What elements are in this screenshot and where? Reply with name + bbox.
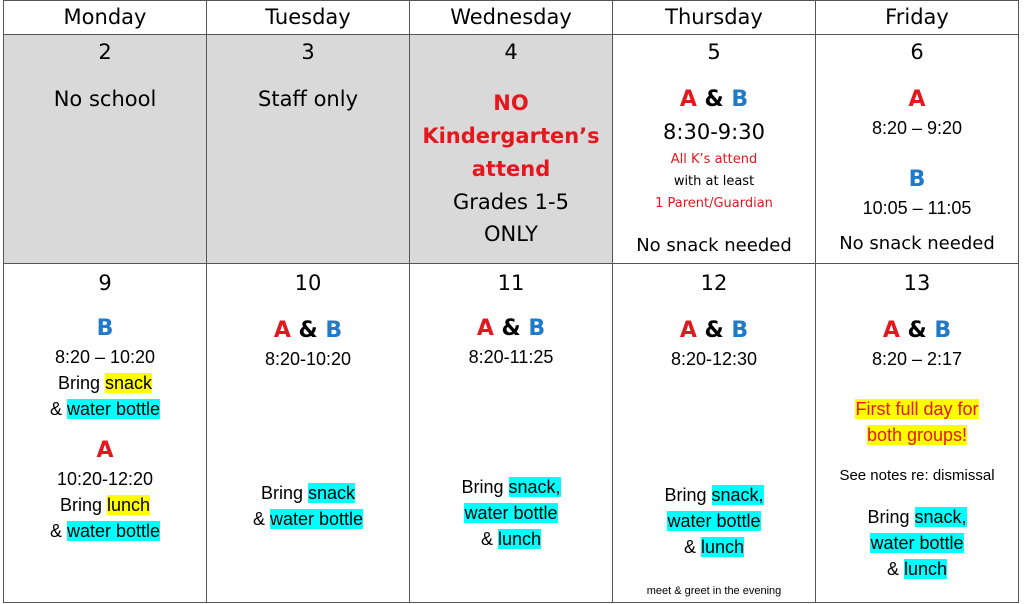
bring-line [613,482,815,508]
group-label [207,316,409,346]
header-wednesday: Wednesday [410,1,613,35]
day-cell-4 [410,35,613,264]
water-bottle-highlight: water bottle [870,533,964,553]
day-cell-5 [613,35,816,264]
header-tuesday: Tuesday [207,1,410,35]
week-row-1 [4,35,1019,264]
lunch-line [410,526,612,552]
amp-text: & [49,399,67,419]
water-line [207,506,409,532]
grades-label: Grades 1-5 [453,190,569,214]
day-cell-13 [816,264,1019,603]
group-a: A [908,87,926,112]
water-bottle-highlight: water bottle [464,503,558,523]
bring-text: Bring [59,495,107,515]
day-cell-10 [207,264,410,603]
time-label: 8:30-9:30 [663,120,765,144]
header-friday: Friday [816,1,1019,35]
snack-highlight: snack [105,373,153,393]
day-number: 2 [98,40,112,64]
day-number: 10 [294,271,322,295]
group-label [613,85,815,115]
amp-text: & [480,529,498,549]
first-day-line-2 [816,422,1018,448]
snack-note: No snack needed [636,235,792,256]
amp: & [501,316,521,341]
group-a: A [679,318,697,343]
bring-line [816,504,1018,530]
snack-highlight: snack [308,483,356,503]
day-cell-6 [816,35,1019,264]
snack-highlight: snack, [508,477,561,497]
day-number: 4 [504,40,518,64]
first-day-highlight: both groups! [866,425,968,445]
day-note: Staff only [258,87,358,111]
snack-note: No snack needed [839,233,995,254]
day-number: 6 [910,40,924,64]
day-cell-11 [410,264,613,603]
calendar-table [3,0,1019,603]
day-number: 12 [700,271,728,295]
amp-text: & [886,559,904,579]
attend-label: attend [471,157,551,181]
only-label: ONLY [484,222,538,246]
note-line-1: All K’s attend [670,152,758,167]
lunch-highlight: lunch [903,559,948,579]
group-b: B [731,318,749,343]
bring-line [4,492,206,518]
day-number: 3 [301,40,315,64]
day-number: 5 [707,40,721,64]
time-a: 8:20 – 9:20 [871,118,963,138]
group-b: B [325,318,343,343]
note-line-3: 1 Parent/Guardian [655,196,773,211]
first-day-highlight: First full day for [855,399,979,419]
water-line [4,518,206,544]
group-a: A [273,318,291,343]
time-b: 8:20 – 10:20 [54,347,156,367]
bring-text: Bring [664,485,712,505]
time-a: 10:20-12:20 [56,469,154,489]
first-day-line-1 [816,396,1018,422]
time-label: 8:20 – 2:17 [871,349,963,369]
kindergarten-label: Kindergarten’s [422,124,600,148]
group-a: A [882,318,900,343]
lunch-line [613,534,815,560]
bring-text: Bring [260,483,308,503]
time-label: 8:20-12:30 [670,349,758,369]
amp: & [907,318,927,343]
time-label: 8:20-10:20 [264,349,352,369]
water-bottle-highlight: water bottle [667,511,761,531]
bring-line [4,370,206,396]
day-cell-9 [4,264,207,603]
group-b: B [731,87,749,112]
water-bottle-highlight: water bottle [66,521,161,541]
time-b: 10:05 – 11:05 [862,198,972,218]
bring-text: Bring [867,507,915,527]
day-note: No school [53,87,157,111]
header-thursday: Thursday [613,1,816,35]
no-label: NO [493,91,529,115]
dismissal-note: See notes re: dismissal [839,467,995,484]
day-number: 9 [98,271,112,295]
water-bottle-highlight: water bottle [269,509,364,529]
group-b: B [908,167,926,192]
group-a: A [679,87,697,112]
day-cell-3 [207,35,410,264]
bring-line [410,474,612,500]
lunch-highlight: lunch [107,495,151,515]
group-b: B [96,316,114,341]
calendar [3,0,1019,602]
lunch-line [816,556,1018,582]
header-row [4,1,1019,35]
group-label [816,316,1018,346]
lunch-highlight: lunch [497,529,542,549]
bring-text: Bring [57,373,105,393]
water-bottle-highlight: water bottle [66,399,161,419]
amp: & [298,318,318,343]
bring-text: Bring [461,477,509,497]
group-b: B [934,318,952,343]
group-a: A [476,316,494,341]
amp-text: & [49,521,67,541]
day-number: 13 [903,271,931,295]
water-line [613,508,815,534]
amp-text: & [252,509,270,529]
lunch-highlight: lunch [700,537,745,557]
note-line-2: with at least [673,174,755,189]
amp: & [704,87,724,112]
group-a: A [96,438,114,463]
water-line [816,530,1018,556]
snack-highlight: snack, [711,485,764,505]
time-label: 8:20-11:25 [468,347,554,367]
water-line [4,396,206,422]
amp-text: & [683,537,701,557]
amp: & [704,318,724,343]
water-line [410,500,612,526]
snack-highlight: snack, [914,507,967,527]
group-label [410,314,612,344]
group-label [613,316,815,346]
day-number: 11 [497,271,525,295]
day-cell-12 [613,264,816,603]
week-row-2 [4,264,1019,603]
group-b: B [528,316,546,341]
header-monday: Monday [4,1,207,35]
bring-line [207,480,409,506]
day-cell-2 [4,35,207,264]
footnote: meet & greet in the evening [646,585,782,597]
